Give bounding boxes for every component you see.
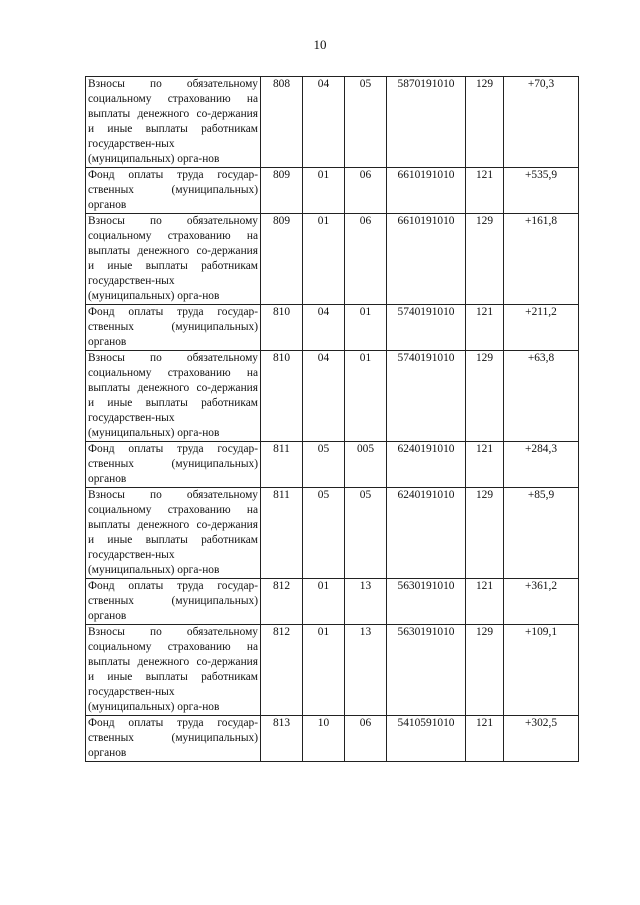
cell-amount: +361,2 (504, 579, 579, 625)
cell-subsection-code: 06 (345, 716, 387, 762)
cell-expense-type-code: 129 (466, 351, 504, 442)
cell-grbs-code: 812 (261, 625, 303, 716)
cell-section-code: 05 (303, 488, 345, 579)
cell-grbs-code: 812 (261, 579, 303, 625)
cell-subsection-code: 06 (345, 214, 387, 305)
cell-amount: +161,8 (504, 214, 579, 305)
cell-target-item-code: 5870191010 (387, 77, 466, 168)
cell-grbs-code: 809 (261, 168, 303, 214)
cell-description: Взносы по обязательному социальному страхованию на выплаты денежного со-держания и иные выплаты работникам государствен-ных (муниципальных) орга-нов (86, 77, 261, 168)
cell-subsection-code: 01 (345, 305, 387, 351)
cell-subsection-code: 13 (345, 579, 387, 625)
cell-section-code: 04 (303, 305, 345, 351)
cell-target-item-code: 5630191010 (387, 579, 466, 625)
cell-description: Фонд оплаты труда государ-ственных (муниципальных) органов (86, 305, 261, 351)
cell-section-code: 05 (303, 442, 345, 488)
cell-subsection-code: 01 (345, 351, 387, 442)
cell-subsection-code: 06 (345, 168, 387, 214)
cell-description: Взносы по обязательному социальному страхованию на выплаты денежного со-держания и иные выплаты работникам государствен-ных (муниципальных) орга-нов (86, 625, 261, 716)
table-row (86, 214, 579, 305)
cell-grbs-code: 810 (261, 351, 303, 442)
cell-expense-type-code: 129 (466, 214, 504, 305)
cell-expense-type-code: 129 (466, 77, 504, 168)
cell-amount: +85,9 (504, 488, 579, 579)
cell-amount: +109,1 (504, 625, 579, 716)
table-row (86, 488, 579, 579)
cell-amount: +535,9 (504, 168, 579, 214)
budget-table (85, 76, 579, 762)
table-row (86, 442, 579, 488)
cell-section-code: 10 (303, 716, 345, 762)
cell-description: Фонд оплаты труда государ-ственных (муниципальных) органов (86, 579, 261, 625)
cell-expense-type-code: 121 (466, 168, 504, 214)
table-body (86, 77, 579, 762)
cell-target-item-code: 5410591010 (387, 716, 466, 762)
cell-subsection-code: 13 (345, 625, 387, 716)
table-row (86, 716, 579, 762)
cell-amount: +63,8 (504, 351, 579, 442)
cell-target-item-code: 5740191010 (387, 351, 466, 442)
cell-description: Взносы по обязательному социальному страхованию на выплаты денежного со-держания и иные выплаты работникам государствен-ных (муниципальных) орга-нов (86, 351, 261, 442)
cell-section-code: 01 (303, 579, 345, 625)
cell-grbs-code: 809 (261, 214, 303, 305)
cell-description: Взносы по обязательному социальному страхованию на выплаты денежного со-держания и иные выплаты работникам государствен-ных (муниципальных) орга-нов (86, 488, 261, 579)
cell-grbs-code: 810 (261, 305, 303, 351)
cell-amount: +211,2 (504, 305, 579, 351)
cell-grbs-code: 811 (261, 442, 303, 488)
cell-subsection-code: 05 (345, 77, 387, 168)
cell-description: Фонд оплаты труда государ-ственных (муниципальных) органов (86, 442, 261, 488)
cell-target-item-code: 6240191010 (387, 442, 466, 488)
cell-subsection-code: 05 (345, 488, 387, 579)
table-row (86, 351, 579, 442)
cell-expense-type-code: 129 (466, 625, 504, 716)
cell-section-code: 01 (303, 168, 345, 214)
cell-description: Фонд оплаты труда государ-ственных (муниципальных) органов (86, 716, 261, 762)
cell-section-code: 01 (303, 214, 345, 305)
cell-target-item-code: 5740191010 (387, 305, 466, 351)
cell-amount: +284,3 (504, 442, 579, 488)
table-row (86, 579, 579, 625)
cell-target-item-code: 6240191010 (387, 488, 466, 579)
cell-section-code: 01 (303, 625, 345, 716)
table-row (86, 168, 579, 214)
cell-grbs-code: 811 (261, 488, 303, 579)
cell-grbs-code: 813 (261, 716, 303, 762)
cell-amount: +302,5 (504, 716, 579, 762)
cell-expense-type-code: 121 (466, 305, 504, 351)
cell-target-item-code: 6610191010 (387, 214, 466, 305)
cell-expense-type-code: 121 (466, 716, 504, 762)
cell-grbs-code: 808 (261, 77, 303, 168)
page-number: 10 (313, 37, 327, 52)
cell-expense-type-code: 121 (466, 442, 504, 488)
cell-section-code: 04 (303, 77, 345, 168)
cell-description: Фонд оплаты труда государ-ственных (муниципальных) органов (86, 168, 261, 214)
table-row (86, 625, 579, 716)
table-row (86, 305, 579, 351)
cell-subsection-code: 005 (345, 442, 387, 488)
cell-amount: +70,3 (504, 77, 579, 168)
table-row (86, 77, 579, 168)
cell-section-code: 04 (303, 351, 345, 442)
cell-expense-type-code: 121 (466, 579, 504, 625)
cell-target-item-code: 6610191010 (387, 168, 466, 214)
cell-description: Взносы по обязательному социальному страхованию на выплаты денежного со-держания и иные выплаты работникам государствен-ных (муниципальных) орга-нов (86, 214, 261, 305)
cell-target-item-code: 5630191010 (387, 625, 466, 716)
cell-expense-type-code: 129 (466, 488, 504, 579)
